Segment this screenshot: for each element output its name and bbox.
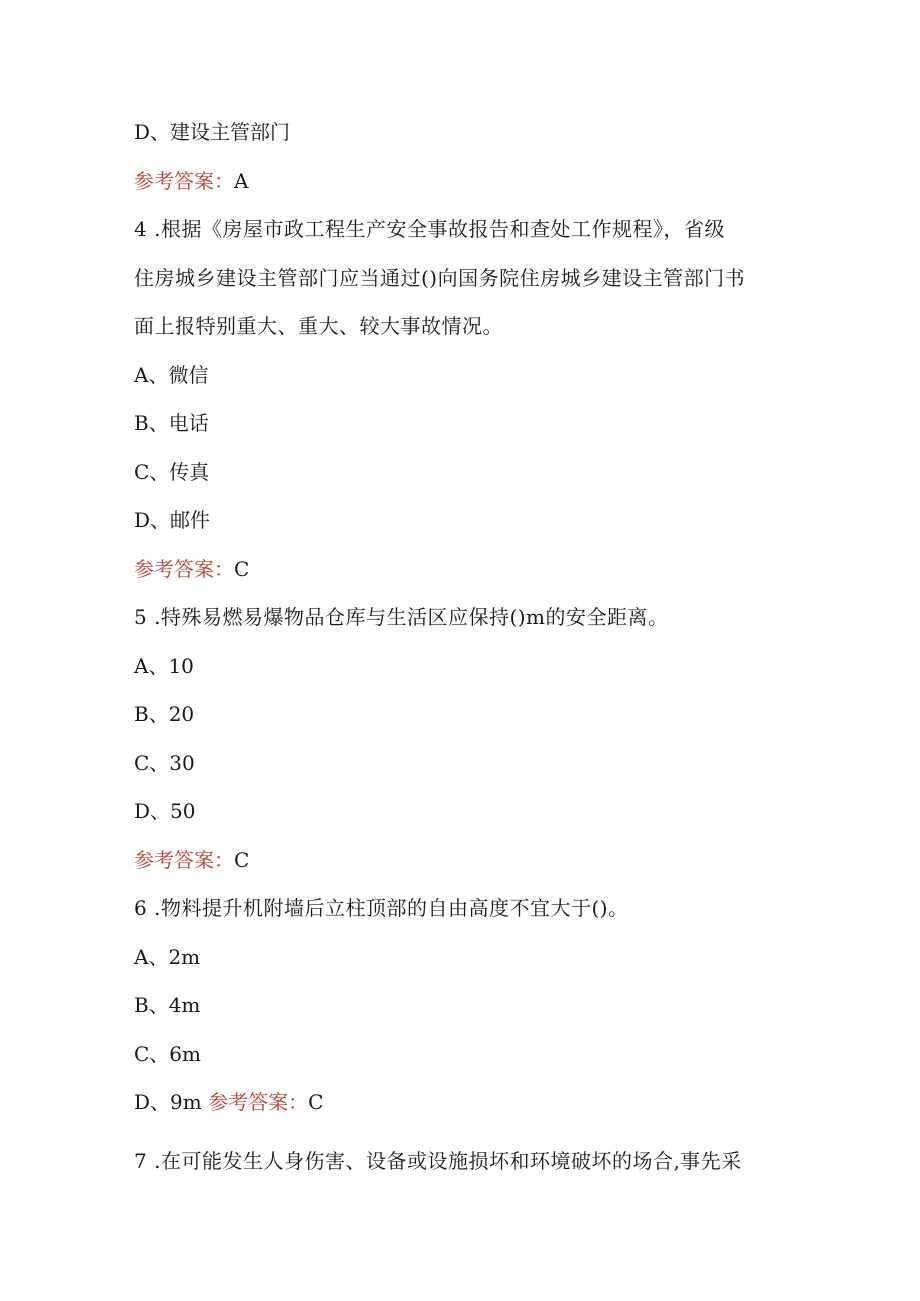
answer-label: 参考答案： — [134, 169, 234, 193]
option-b-q5: B、20 — [134, 702, 195, 726]
option-a-q4: A、微信 — [134, 363, 209, 387]
answer-q5 — [134, 846, 249, 874]
answer-value: C — [234, 848, 250, 872]
option-b-q6: B、4m — [134, 993, 201, 1017]
option-d-and-answer-q6 — [134, 1088, 323, 1116]
answer-value: C — [308, 1090, 324, 1114]
option-a-q6: A、2m — [134, 945, 201, 969]
option-d-q4: D、邮件 — [134, 508, 211, 532]
option-c-q5: C、30 — [134, 751, 195, 775]
answer-label: 参考答案： — [134, 557, 234, 581]
question-4-line-3: 面上报特别重大、重大、较大事故情况。 — [134, 314, 503, 338]
option-a-q5: A、10 — [134, 654, 194, 678]
question-4-line-2: 住房城乡建设主管部门应当通过()向国务院住房城乡建设主管部门书 — [134, 266, 746, 290]
question-5: 5 .特殊易燃易爆物品仓库与生活区应保持()m的安全距离。 — [134, 605, 669, 629]
answer-q4 — [134, 555, 249, 583]
option-d-q5: D、50 — [134, 799, 196, 823]
answer-q3 — [134, 167, 248, 195]
question-6: 6 .物料提升机附墙后立柱顶部的自由高度不宜大于()。 — [134, 896, 629, 920]
option-d-q3: D、建设主管部门 — [134, 120, 291, 144]
option-d-q6: D、9m — [134, 1090, 202, 1114]
answer-value: C — [234, 557, 250, 581]
option-c-q4: C、传真 — [134, 460, 210, 484]
answer-label: 参考答案： — [208, 1090, 309, 1114]
answer-value: A — [234, 169, 249, 193]
option-c-q6: C、6m — [134, 1042, 201, 1066]
question-4-line-1: 4 .根据《房屋市政工程生产安全事故报告和查处工作规程》，省级 — [134, 217, 725, 241]
option-b-q4: B、电话 — [134, 411, 209, 435]
question-7-line-1: 7 .在可能发生人身伤害、设备或设施损坏和环境破坏的场合,事先采 — [134, 1149, 742, 1173]
answer-label: 参考答案： — [134, 848, 234, 872]
